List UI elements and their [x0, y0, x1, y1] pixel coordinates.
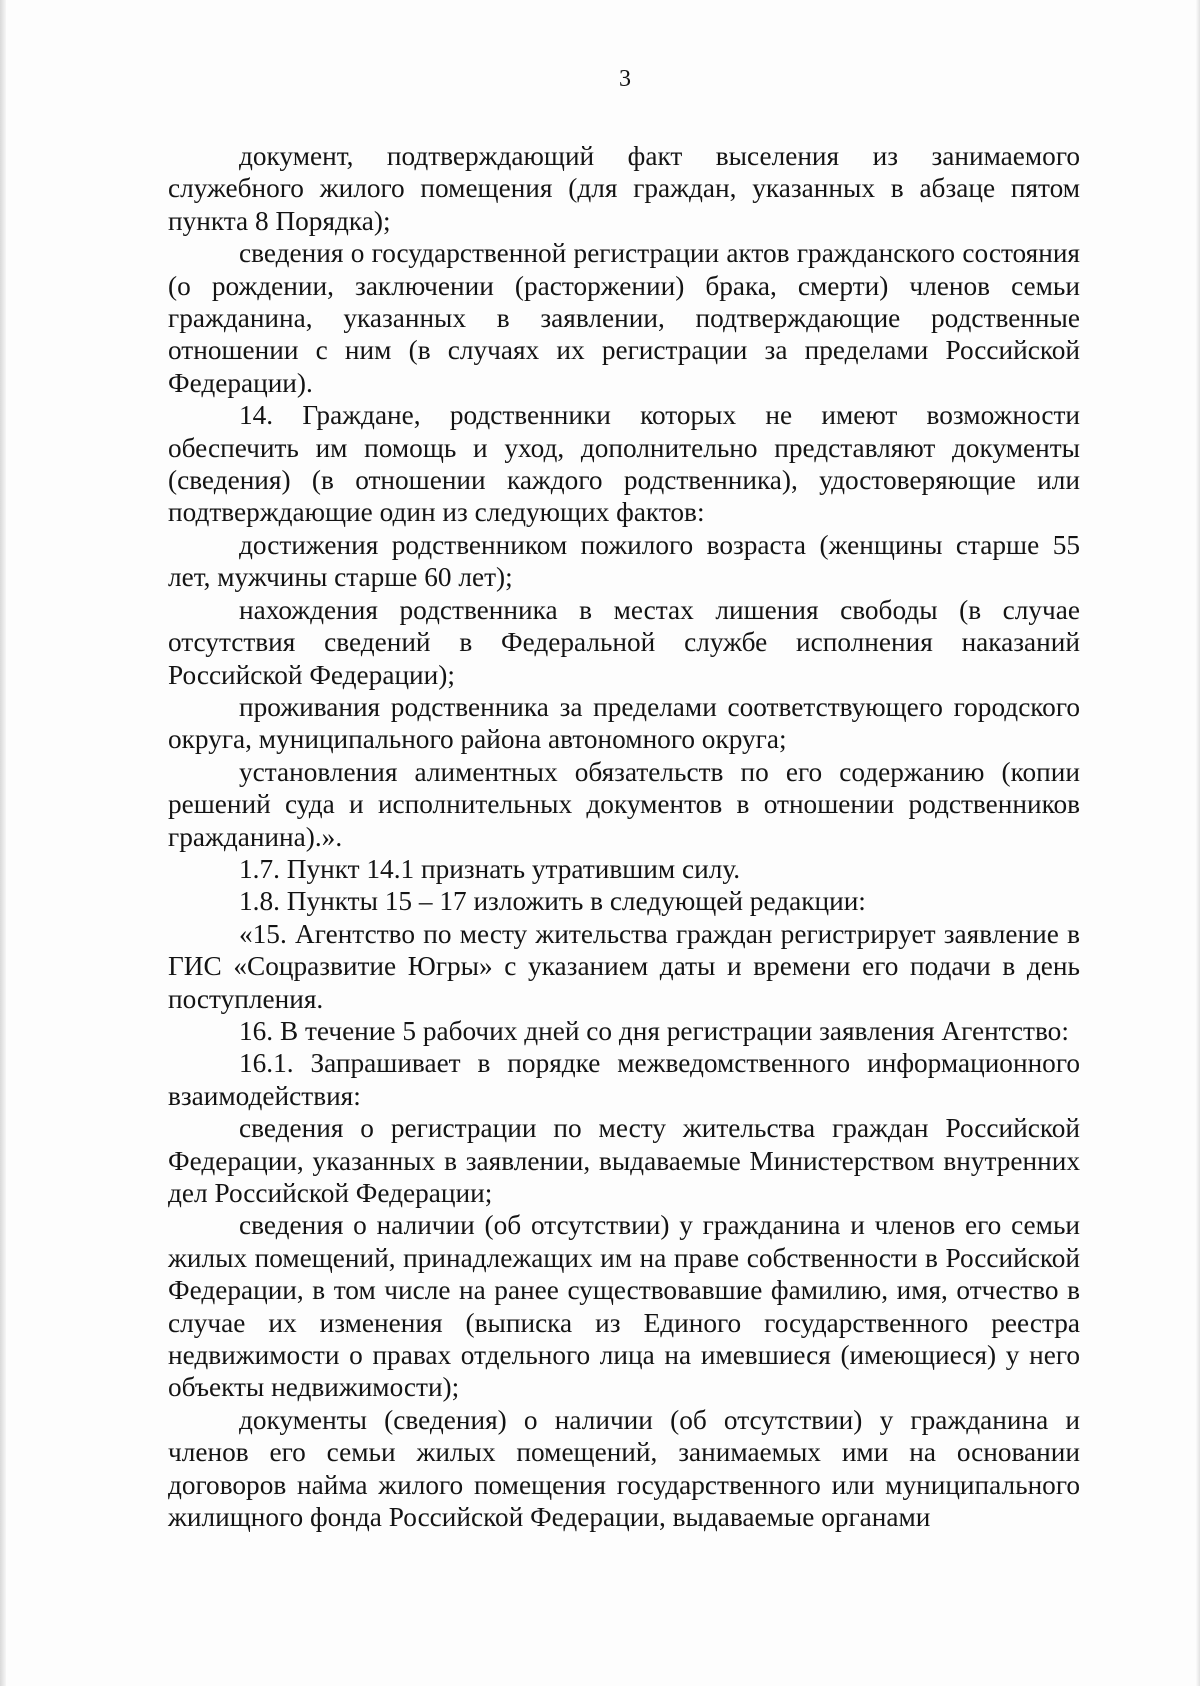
paragraph: 1.8. Пункты 15 – 17 изложить в следующей редакции: [239, 886, 866, 917]
paragraph: достижения родственником пожилого возраста (женщины старше 55 лет, мужчины старше 60 лет); [168, 529, 1080, 593]
paragraph: «15. Агентство по месту жительства граждан регистрирует заявление в ГИС «Соцразвитие Югры» с указанием даты и времени его подачи в день поступления. [168, 918, 1080, 1014]
scan-edge-left [0, 0, 6, 1686]
paragraph: 16. В течение 5 рабочих дней со дня регистрации заявления Агентство: [239, 1015, 1069, 1046]
page-number: 3 [619, 66, 631, 92]
paragraph: установления алиментных обязательств по его содержанию (копии решений суда и исполнительных документов в отношении родственников гражданина).». [168, 756, 1080, 852]
paragraph: проживания родственника за пределами соответствующего городского округа, муниципального района автономного округа; [168, 691, 1080, 755]
scan-edge-right [1196, 0, 1200, 1686]
paragraph: документ, подтверждающий факт выселения из занимаемого служебного жилого помещения (для граждан, указанных в абзаце пятом пункта 8 Порядка); [168, 141, 1080, 236]
paragraph: сведения о регистрации по месту жительства граждан Российской Федерации, указанных в заявлении, выдаваемые Министерством внутренних дел Российской Федерации; [168, 1113, 1080, 1208]
paragraph: нахождения родственника в местах лишения свободы (в случае отсутствия сведений в Федеральной службе исполнения наказаний Российской Федерации); [168, 594, 1080, 690]
paragraph: 14. Граждане, родственники которых не имеют возможности обеспечить им помощь и уход, дополнительно представляют документы (сведения) (в отношении каждого родственника), удостоверяющие или подтверждающие один из следующих фактов: [168, 400, 1080, 528]
paragraph: 1.7. Пункт 14.1 признать утратившим силу. [239, 853, 741, 884]
paragraph: 16.1. Запрашивает в порядке межведомственного информационного взаимодействия: [168, 1048, 1080, 1111]
paragraph: сведения о государственной регистрации актов гражданского состояния (о рождении, заключении (расторжении) брака, смерти) членов семьи гражданина, указанных в заявлении, подтверждающие родственные отношении с ним (в случаях их регистрации за пределами Российской Федерации). [168, 238, 1080, 398]
paragraph: сведения о наличии (об отсутствии) у гражданина и членов его семьи жилых помещений, принадлежащих им на праве собственности в Российской Федерации, в том числе на ранее существовавшие фамилию, имя, отчество в случае их изменения (выписка из Единого государственного реестра недвижимости о правах отдельного лица на имевшиеся (имеющиеся) у него объекты недвижимости); [168, 1210, 1080, 1403]
document-body [168, 140, 1080, 1533]
paragraph: документы (сведения) о наличии (об отсутствии) у гражданина и членов его семьи жилых помещений, занимаемых ими на основании договоров найма жилого помещения государственного или муниципального жилищного фонда Российской Федерации, выдаваемые органами [168, 1404, 1080, 1533]
